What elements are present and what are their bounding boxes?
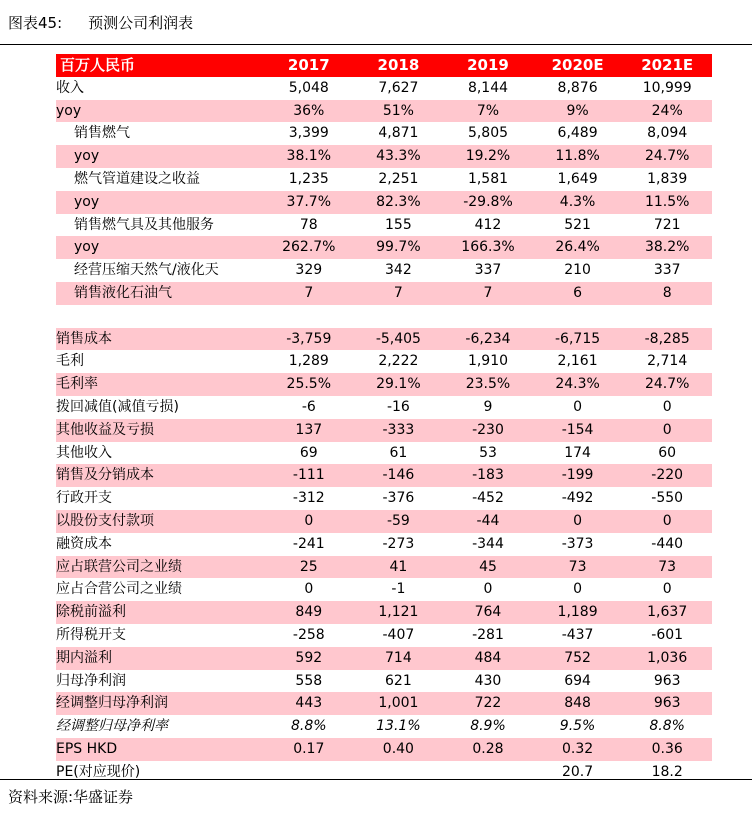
value-cell: 43.3%: [354, 145, 444, 168]
row-label: 行政开支: [56, 490, 112, 507]
header-year: 2021E: [622, 54, 712, 77]
value-cell: 24.7%: [622, 373, 712, 396]
value-cell: 0: [483, 581, 493, 598]
value-cell: 6: [533, 282, 623, 305]
value-cell: 137: [264, 419, 354, 442]
row-label: 拨回减值(减值亏损): [56, 398, 179, 415]
row-label: yoy: [56, 145, 264, 168]
value-cell: 337: [653, 262, 681, 279]
table-row: [56, 328, 712, 351]
value-cell: -5,405: [354, 328, 444, 351]
value-cell: 752: [533, 647, 623, 670]
value-cell: -241: [292, 535, 325, 552]
value-cell: 8.9%: [470, 718, 506, 735]
value-cell: 155: [385, 216, 412, 233]
value-cell: 2,161: [557, 353, 598, 370]
value-cell: 38.1%: [264, 145, 354, 168]
row-label: 经营压缩天然气/液化天: [74, 262, 219, 279]
value-cell: 38.2%: [622, 236, 712, 259]
value-cell: 8.8%: [649, 718, 685, 735]
value-cell: -111: [264, 464, 354, 487]
value-cell: 1,001: [354, 692, 444, 715]
value-cell: 694: [564, 672, 591, 689]
header-row: [56, 54, 712, 77]
value-cell: -29.8%: [443, 191, 533, 214]
value-cell: 0.32: [533, 738, 623, 761]
table-row: [56, 487, 712, 510]
table-row: [56, 578, 712, 601]
value-cell: -146: [354, 464, 444, 487]
value-cell: -59: [354, 510, 444, 533]
value-cell: 1,289: [288, 353, 329, 370]
value-cell: 0: [264, 510, 354, 533]
table-row: [56, 373, 712, 396]
value-cell: 26.4%: [533, 236, 623, 259]
value-cell: 61: [389, 444, 408, 461]
table-row: [56, 715, 712, 738]
value-cell: -44: [443, 510, 533, 533]
table-row: [56, 168, 712, 191]
table-row: [56, 670, 712, 693]
row-label: 除税前溢利: [56, 601, 264, 624]
row-label: 销售液化石油气: [56, 282, 264, 305]
value-cell: -230: [443, 419, 533, 442]
value-cell: 8.8%: [291, 718, 327, 735]
value-cell: 0: [304, 581, 314, 598]
value-cell: [264, 761, 354, 784]
value-cell: 174: [564, 444, 591, 461]
row-label: PE(对应现价): [56, 763, 141, 780]
table-row: [56, 738, 712, 761]
value-cell: 99.7%: [354, 236, 444, 259]
row-label: 经调整归母净利率: [56, 718, 168, 735]
value-cell: 8: [622, 282, 712, 305]
row-label: yoy: [56, 236, 264, 259]
row-label: yoy: [56, 191, 264, 214]
row-label: 销售燃气: [74, 125, 130, 142]
value-cell: -258: [292, 626, 325, 643]
table-row: [56, 77, 712, 100]
value-cell: 78: [299, 216, 318, 233]
figure-caption: [8, 12, 193, 33]
value-cell: 621: [385, 672, 412, 689]
value-cell: 337: [474, 262, 502, 279]
value-cell: -601: [651, 626, 684, 643]
value-cell: 24.3%: [533, 373, 623, 396]
value-cell: -550: [651, 490, 684, 507]
value-cell: 0: [573, 398, 583, 415]
table-row: [56, 624, 712, 647]
row-label: 销售及分销成本: [56, 464, 264, 487]
figure-title: 预测公司利润表: [88, 14, 194, 32]
value-cell: 9: [483, 398, 493, 415]
figure-label: 图表45:: [8, 14, 63, 32]
value-cell: 0: [622, 510, 712, 533]
value-cell: 484: [443, 647, 533, 670]
value-cell: 443: [264, 692, 354, 715]
value-cell: 722: [443, 692, 533, 715]
value-cell: 69: [299, 444, 318, 461]
value-cell: 9.5%: [559, 718, 596, 735]
value-cell: 8,144: [467, 79, 509, 96]
value-cell: 23.5%: [443, 373, 533, 396]
value-cell: 0: [622, 419, 712, 442]
value-cell: 1,189: [533, 601, 623, 624]
value-cell: 1,637: [622, 601, 712, 624]
table-row: [56, 556, 712, 579]
value-cell: 592: [264, 647, 354, 670]
value-cell: -154: [533, 419, 623, 442]
value-cell: 963: [653, 672, 681, 689]
value-cell: 7%: [443, 100, 533, 123]
value-cell: 1,121: [354, 601, 444, 624]
value-cell: 262.7%: [264, 236, 354, 259]
value-cell: 0.40: [354, 738, 444, 761]
value-cell: 963: [622, 692, 712, 715]
value-cell: 0: [573, 581, 583, 598]
header-year: 2019: [443, 54, 533, 77]
value-cell: [443, 761, 533, 784]
value-cell: 11.8%: [533, 145, 623, 168]
value-cell: 53: [479, 444, 497, 461]
value-cell: 5,048: [288, 79, 329, 96]
value-cell: 2,222: [378, 353, 419, 370]
value-cell: 1,649: [557, 170, 598, 187]
value-cell: -437: [561, 626, 594, 643]
source-note: 资料来源:华盛证券: [8, 788, 134, 806]
value-cell: 714: [354, 647, 444, 670]
row-label: 收入: [56, 79, 84, 96]
table-row: [56, 191, 712, 214]
value-cell: 36%: [264, 100, 354, 123]
table-row: [56, 647, 712, 670]
value-cell: 19.2%: [443, 145, 533, 168]
row-label: 销售燃气具及其他服务: [74, 216, 214, 233]
value-cell: -273: [382, 535, 415, 552]
value-cell: -376: [382, 490, 415, 507]
value-cell: 0.36: [622, 738, 712, 761]
value-cell: 4.3%: [533, 191, 623, 214]
value-cell: 45: [443, 556, 533, 579]
value-cell: 764: [443, 601, 533, 624]
value-cell: -440: [651, 535, 684, 552]
table-row: [56, 601, 712, 624]
value-cell: -492: [561, 490, 594, 507]
row-label: 归母净利润: [56, 672, 126, 689]
table-row: [56, 442, 712, 465]
value-cell: 20.7: [561, 763, 594, 780]
value-cell: -6,715: [533, 328, 623, 351]
value-cell: 18.2: [651, 763, 683, 780]
spacer-row: [56, 305, 712, 328]
value-cell: -333: [354, 419, 444, 442]
value-cell: 210: [564, 262, 591, 279]
value-cell: -8,285: [622, 328, 712, 351]
value-cell: 73: [622, 556, 712, 579]
row-label: 其他收益及亏损: [56, 419, 264, 442]
value-cell: -452: [472, 490, 504, 507]
row-label: 经调整归母净利润: [56, 692, 264, 715]
table-row: [56, 282, 712, 305]
value-cell: 1,581: [467, 170, 509, 187]
table-row: [56, 761, 712, 784]
value-cell: [354, 761, 444, 784]
table-row: [56, 533, 712, 556]
value-cell: 4,871: [378, 125, 419, 142]
table-row: [56, 122, 712, 145]
value-cell: 0: [662, 398, 672, 415]
value-cell: 430: [474, 672, 502, 689]
value-cell: 0: [662, 581, 672, 598]
row-label: 毛利率: [56, 373, 264, 396]
value-cell: 3,399: [288, 125, 329, 142]
row-label: 应占合营公司之业绩: [56, 581, 182, 598]
value-cell: 24.7%: [622, 145, 712, 168]
value-cell: -281: [472, 626, 504, 643]
value-cell: 166.3%: [443, 236, 533, 259]
value-cell: -312: [292, 490, 325, 507]
value-cell: 73: [533, 556, 623, 579]
value-cell: 41: [354, 556, 444, 579]
income-statement-table: [56, 54, 712, 784]
value-cell: 7: [443, 282, 533, 305]
value-cell: 2,251: [378, 170, 419, 187]
value-cell: 37.7%: [264, 191, 354, 214]
value-cell: -1: [391, 581, 406, 598]
value-cell: -199: [533, 464, 623, 487]
value-cell: -183: [443, 464, 533, 487]
value-cell: 1,235: [288, 170, 329, 187]
value-cell: 342: [385, 262, 412, 279]
row-label: 销售成本: [56, 328, 264, 351]
header-unit: 百万人民币: [56, 54, 264, 77]
value-cell: -6,234: [443, 328, 533, 351]
value-cell: 1,910: [467, 353, 509, 370]
value-cell: 25.5%: [264, 373, 354, 396]
value-cell: 60: [658, 444, 677, 461]
value-cell: -3,759: [264, 328, 354, 351]
value-cell: 721: [653, 216, 681, 233]
row-label: 所得税开支: [56, 626, 126, 643]
header-year: 2017: [264, 54, 354, 77]
value-cell: -6: [301, 398, 316, 415]
value-cell: -220: [622, 464, 712, 487]
spacer-cell: [56, 305, 712, 328]
value-cell: 0.28: [443, 738, 533, 761]
value-cell: 2,714: [647, 353, 688, 370]
top-rule: [0, 44, 752, 45]
row-label: 毛利: [56, 353, 84, 370]
value-cell: 0: [533, 510, 623, 533]
row-label: 燃气管道建设之收益: [74, 170, 200, 187]
table-row: [56, 236, 712, 259]
value-cell: 9%: [533, 100, 623, 123]
table-row: [56, 396, 712, 419]
bottom-rule: [0, 779, 752, 780]
value-cell: 1,839: [647, 170, 688, 187]
value-cell: 11.5%: [622, 191, 712, 214]
value-cell: 10,999: [642, 79, 692, 96]
row-label: EPS HKD: [56, 738, 264, 761]
table-row: [56, 510, 712, 533]
value-cell: 8,876: [557, 79, 598, 96]
value-cell: 82.3%: [354, 191, 444, 214]
value-cell: 25: [264, 556, 354, 579]
row-label: yoy: [56, 100, 264, 123]
table-row: [56, 214, 712, 237]
row-label: 其他收入: [56, 444, 112, 461]
value-cell: 849: [264, 601, 354, 624]
value-cell: 7,627: [378, 79, 419, 96]
value-cell: 51%: [354, 100, 444, 123]
value-cell: 521: [564, 216, 591, 233]
table-row: [56, 692, 712, 715]
value-cell: 7: [354, 282, 444, 305]
table-row: [56, 419, 712, 442]
row-label: 融资成本: [56, 535, 112, 552]
table-row: [56, 259, 712, 282]
row-label: 应占联营公司之业绩: [56, 556, 264, 579]
table-row: [56, 350, 712, 373]
value-cell: 329: [295, 262, 323, 279]
header-year: 2018: [354, 54, 444, 77]
value-cell: 13.1%: [376, 718, 421, 735]
value-cell: -407: [382, 626, 415, 643]
value-cell: 5,805: [467, 125, 509, 142]
value-cell: -16: [386, 398, 410, 415]
row-label: 期内溢利: [56, 647, 264, 670]
value-cell: -373: [561, 535, 594, 552]
table-row: [56, 100, 712, 123]
value-cell: 29.1%: [354, 373, 444, 396]
value-cell: 24%: [622, 100, 712, 123]
value-cell: 7: [264, 282, 354, 305]
value-cell: 848: [533, 692, 623, 715]
value-cell: 6,489: [557, 125, 598, 142]
table-row: [56, 464, 712, 487]
value-cell: 0.17: [264, 738, 354, 761]
value-cell: 1,036: [622, 647, 712, 670]
table-row: [56, 145, 712, 168]
value-cell: 412: [474, 216, 502, 233]
value-cell: -344: [472, 535, 504, 552]
header-year: 2020E: [533, 54, 623, 77]
value-cell: 558: [295, 672, 323, 689]
row-label: 以股份支付款项: [56, 510, 264, 533]
value-cell: 8,094: [647, 125, 688, 142]
